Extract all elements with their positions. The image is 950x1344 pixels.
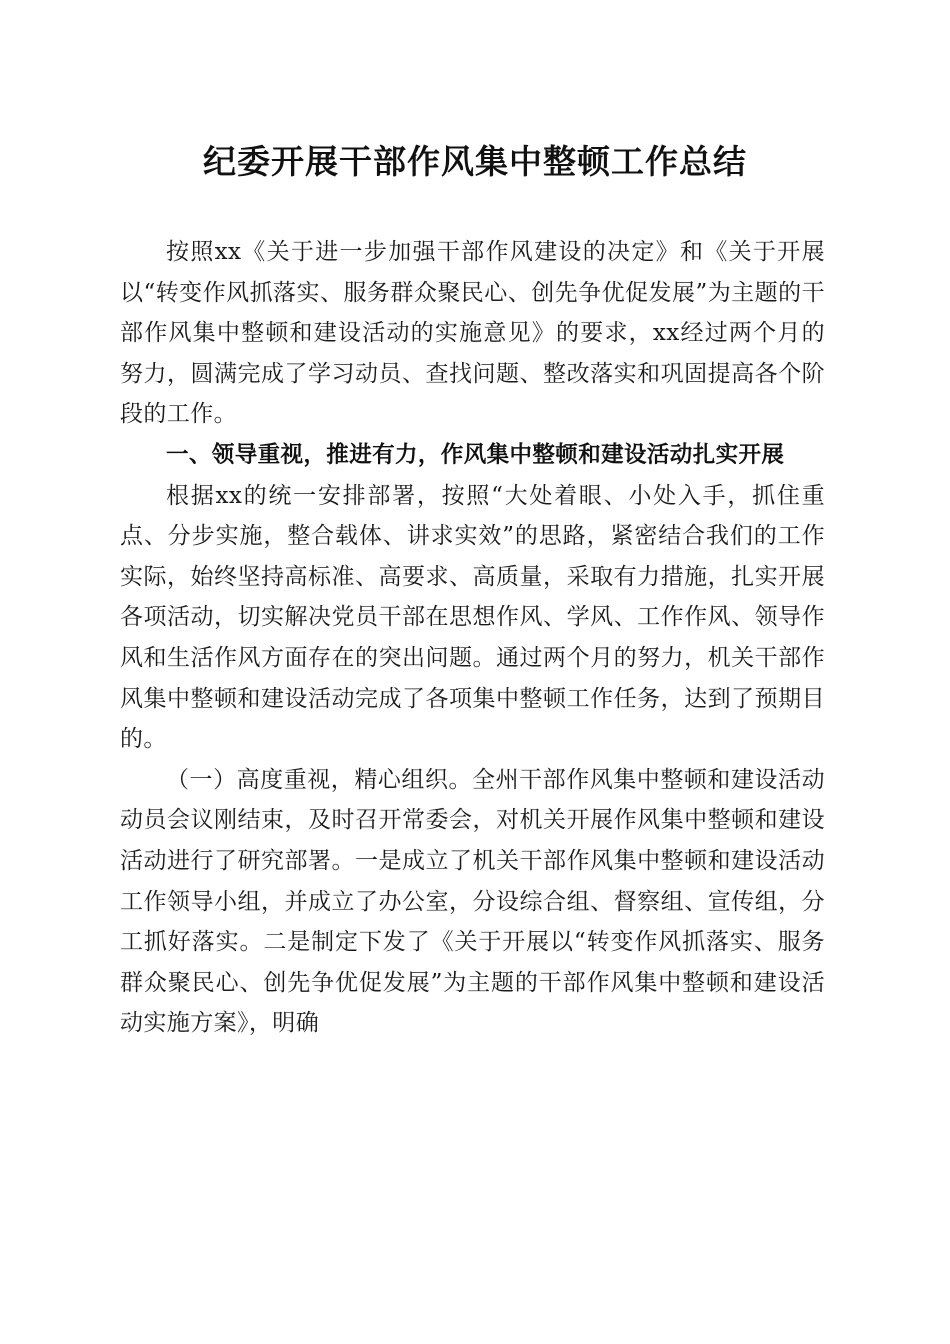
- subsection-1-paragraph: （一）高度重视，精心组织。全州干部作风集中整顿和建设活动动员会议刚结束，及时召开常委会，对机关开展作风集中整顿和建设活动进行了研究部署。一是成立了机关干部作风集中整顿和建设活动工作领导小组，并成立了办公室，分设综合组、督察组、宣传组，分工抓好落实。二是制定下发了《关于开展以“转变作风抓落实、服务群众聚民心、创先争优促发展”为主题的干部作风集中整顿和建设活动实施方案》，明确: [120, 766, 825, 1037]
- section-heading-1: 一、领导重视，推进有力，作风集中整顿和建设活动扎实开展: [166, 441, 785, 468]
- document-body: [120, 232, 825, 1044]
- section-1-paragraph: 根据xx的统一安排部署，按照“大处着眼、小处入手，抓住重点、分步实施，整合载体、讲求实效”的思路，紧密结合我们的工作实际，始终坚持高标准、高要求、高质量，采取有力措施，扎实开展各项活动，切实解决党员干部在思想作风、学风、工作作风、领导作风和生活作风方面存在的突出问题。通过两个月的努力，机关干部作风集中整顿和建设活动完成了各项集中整顿工作任务，达到了预期目的。: [120, 482, 825, 753]
- document-title: 纪委开展干部作风集中整顿工作总结: [203, 142, 747, 181]
- intro-paragraph: 按照xx《关于进一步加强干部作风建设的决定》和《关于开展以“转变作风抓落实、服务群众聚民心、创先争优促发展”为主题的干部作风集中整顿和建设活动的实施意见》的要求，xx经过两个月的努力，圆满完成了学习动员、查找问题、整改落实和巩固提高各个阶段的工作。: [120, 239, 825, 428]
